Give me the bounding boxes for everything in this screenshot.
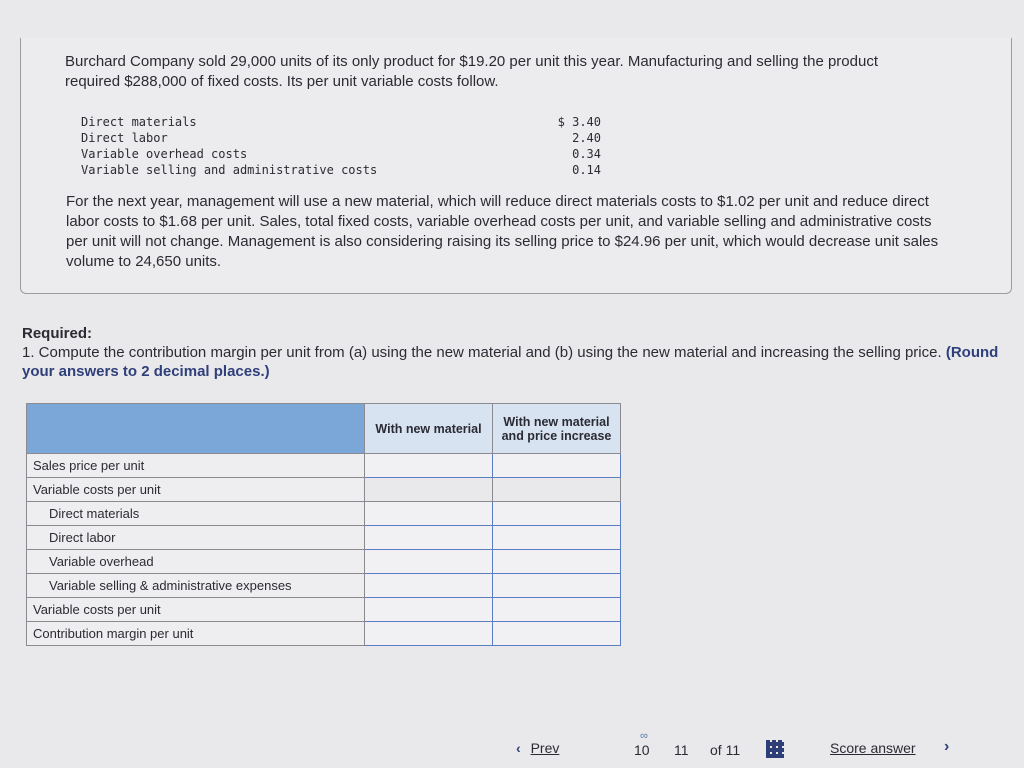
input-cell[interactable] xyxy=(493,526,621,550)
answer-input[interactable] xyxy=(365,527,496,549)
input-cell[interactable] xyxy=(365,574,493,598)
header-blank xyxy=(27,404,365,454)
col-header-new-material: With new material xyxy=(365,404,493,454)
input-cell[interactable] xyxy=(493,598,621,622)
row-label-variable-costs-header: Variable costs per unit xyxy=(27,478,365,502)
answer-input[interactable] xyxy=(365,599,496,621)
cost-row xyxy=(81,130,601,146)
input-cell[interactable] xyxy=(493,622,621,646)
empty-cell xyxy=(493,478,621,502)
row-label-contribution-margin: Contribution margin per unit xyxy=(27,622,365,646)
answer-input[interactable] xyxy=(365,551,496,573)
cost-label: Direct labor xyxy=(81,131,168,145)
answer-input[interactable] xyxy=(365,575,496,597)
input-cell[interactable] xyxy=(365,550,493,574)
input-cell[interactable] xyxy=(365,598,493,622)
problem-change-text: For the next year, management will use a new material, which will reduce direct materials costs to $1.02 per unit and reduce direct labor costs to $1.68 per unit. Sales, total fixed costs, variable overhead costs per unit, and variable selling and administrative costs per unit will not change. Management is also considering raising its selling price to $24.96 per unit, which would decrease unit sales volume to 24,650 units. xyxy=(66,193,939,270)
row-label-variable-costs-total: Variable costs per unit xyxy=(27,598,365,622)
problem-intro: Burchard Company sold 29,000 units of its only product for $19.20 per unit this year. Manufacturing and selling the product required $288,000 of fixed costs. Its per unit variable costs follow. xyxy=(65,53,878,90)
problem-box xyxy=(20,38,1012,294)
input-cell[interactable] xyxy=(365,526,493,550)
input-cell[interactable] xyxy=(365,502,493,526)
input-cell[interactable] xyxy=(493,550,621,574)
prev-button[interactable] xyxy=(516,740,559,756)
required-block xyxy=(22,324,1002,381)
cost-table xyxy=(81,114,601,178)
nav-bar xyxy=(0,730,1024,768)
input-cell[interactable] xyxy=(493,502,621,526)
required-question-text: 1. Compute the contribution margin per unit from (a) using the new material and (b) using the new material and increasing the selling price. xyxy=(22,344,942,361)
answer-table xyxy=(26,403,621,646)
answer-input[interactable] xyxy=(493,527,624,549)
input-cell[interactable] xyxy=(365,622,493,646)
score-answer-link[interactable]: Score answer xyxy=(830,740,916,756)
answer-input[interactable] xyxy=(493,455,624,477)
page-next[interactable]: 11 xyxy=(674,742,689,758)
page-current[interactable]: 10 xyxy=(634,742,650,758)
page-total: of 11 xyxy=(710,742,741,758)
input-cell[interactable] xyxy=(493,574,621,598)
cost-value: 2.40 xyxy=(572,131,601,145)
answer-input[interactable] xyxy=(365,455,496,477)
chevron-left-icon: ‹ xyxy=(516,740,521,756)
row-label-direct-labor: Direct labor xyxy=(27,526,365,550)
required-title: Required: xyxy=(22,325,93,342)
col-header-new-material-price: With new material and price increase xyxy=(493,404,621,454)
row-label-direct-materials: Direct materials xyxy=(27,502,365,526)
answer-input[interactable] xyxy=(493,599,624,621)
empty-cell xyxy=(365,478,493,502)
cost-label: Variable overhead costs xyxy=(81,147,248,161)
required-question xyxy=(22,343,1002,381)
cost-value: 0.34 xyxy=(572,147,601,161)
cost-value: 0.14 xyxy=(572,163,601,177)
cost-value: $ 3.40 xyxy=(557,115,601,129)
link-icon: ∞ xyxy=(640,730,648,742)
rounding-note: (Round your answers to 2 decimal places.) xyxy=(22,344,999,380)
cost-label: Direct materials xyxy=(81,115,197,129)
cost-row xyxy=(81,114,601,130)
row-label-sales-price: Sales price per unit xyxy=(27,454,365,478)
cost-label: Variable selling and administrative costs xyxy=(81,163,378,177)
answer-input[interactable] xyxy=(493,623,624,645)
chevron-right-icon[interactable]: › xyxy=(944,738,950,755)
answer-input[interactable] xyxy=(365,623,496,645)
grid-icon[interactable] xyxy=(766,740,784,758)
answer-input[interactable] xyxy=(493,551,624,573)
cost-row xyxy=(81,146,601,162)
row-label-variable-overhead: Variable overhead xyxy=(27,550,365,574)
input-cell[interactable] xyxy=(365,454,493,478)
cost-row xyxy=(81,162,601,178)
answer-input[interactable] xyxy=(493,575,624,597)
answer-input[interactable] xyxy=(365,503,496,525)
prev-label: Prev xyxy=(530,740,560,756)
row-label-variable-selling-admin: Variable selling & administrative expenses xyxy=(27,574,365,598)
answer-input[interactable] xyxy=(493,503,624,525)
input-cell[interactable] xyxy=(493,454,621,478)
